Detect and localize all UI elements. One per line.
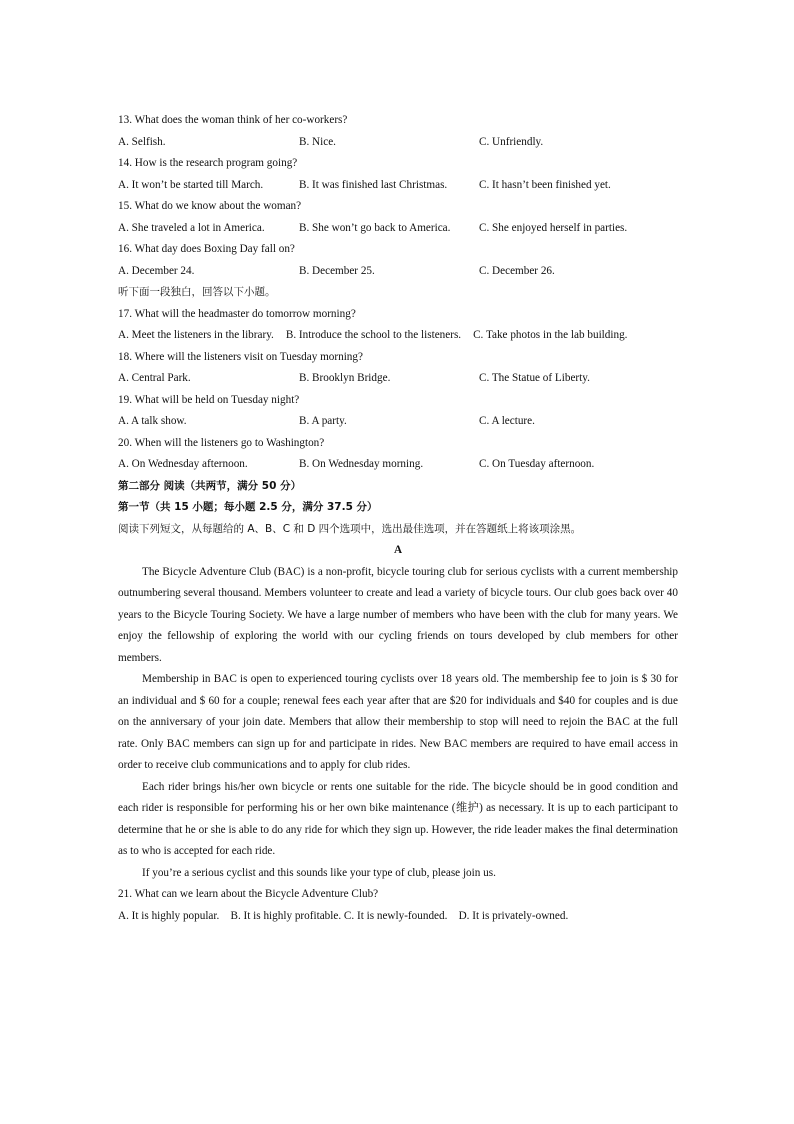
option-a: A. She traveled a lot in America. <box>118 221 265 234</box>
option-b: B. It is highly profitable. <box>230 909 342 922</box>
passage-paragraph: The Bicycle Adventure Club (BAC) is a non-profit, bicycle touring club for serious cyclists with a current membership outnumbering several thousand. Members volunteer to create and lead a variety of bicycle tours. Our club goes back over 40 years to the Bicycle Touring Society. We have a large number of members who have been with the club for many years. We enjoy the fellowship of exploring the world with our cycling friends on tours developed by club members for other members. <box>118 565 678 664</box>
option-c: C. On Tuesday afternoon. <box>479 458 595 470</box>
option-b: B. A party. <box>299 415 347 427</box>
question-options <box>118 218 678 240</box>
option-c: C. Unfriendly. <box>479 135 544 148</box>
question-options <box>118 175 678 197</box>
question-stem: 19. What will be held on Tuesday night? <box>118 393 300 406</box>
reading-instruction: 阅读下列短文，从每题给的 A、B、C 和 D 四个选项中，选出最佳选项，并在答题纸上将该项涂黑。 <box>118 522 582 535</box>
question-options <box>118 906 678 928</box>
question-stem: 18. Where will the listeners visit on Tuesday morning? <box>118 350 363 363</box>
question-options <box>118 325 678 347</box>
question-options <box>118 411 678 433</box>
part-heading: 第二部分 阅读（共两节，满分 50 分） <box>118 479 302 492</box>
question-options <box>118 454 678 476</box>
option-b: B. Introduce the school to the listeners. <box>285 329 462 341</box>
question-options <box>118 261 678 283</box>
passage-paragraph: Each rider brings his/her own bicycle or rents one suitable for the ride. The bicycle should be in good condition and each rider is responsible for performing his or her own bike maintenance (维护) as necessary. It is up to each participant to determine that he or she is able to do any ride for which they sign up. However, the ride leader makes the final determination as to who is accepted for each ride. <box>118 780 678 857</box>
option-a: A. Central Park. <box>118 372 191 384</box>
option-b: B. On Wednesday morning. <box>299 458 424 470</box>
question-stem: 21. What can we learn about the Bicycle Adventure Club? <box>118 888 379 900</box>
question-stem: 13. What does the woman think of her co-workers? <box>118 114 348 126</box>
option-c: C. The Statue of Liberty. <box>479 372 590 384</box>
option-c: C. Take photos in the lab building. <box>473 329 628 341</box>
option-a: A. Selfish. <box>118 135 166 148</box>
question-options <box>118 368 678 390</box>
option-c: C. It hasn’t been finished yet. <box>479 178 611 191</box>
exam-page <box>118 110 678 927</box>
option-d: D. It is privately-owned. <box>458 909 569 922</box>
option-a: A. On Wednesday afternoon. <box>118 458 248 470</box>
passage-label: A <box>393 544 403 556</box>
passage-paragraph: If you’re a serious cyclist and this sounds like your type of club, please join us. <box>142 866 496 879</box>
monologue-instruction: 听下面一段独白，回答以下小题。 <box>118 286 276 298</box>
option-a: A. Meet the listeners in the library. <box>118 329 274 341</box>
passage-paragraph: Membership in BAC is open to experienced touring cyclists over 18 years old. The membership fee to join is $ 30 for an individual and $ 60 for a couple; renewal fees each year after that are $20 for individuals and $40 for couples and is due on the anniversary of your join date. Members that allow their membership to stop will need to rejoin the BAC at the full rate. Only BAC members can sign up for and participate in rides. New BAC members are required to have email access in order to receive club communications and to apply for club rides. <box>118 673 678 771</box>
option-a: A. It won’t be started till March. <box>118 178 264 191</box>
option-a: A. December 24. <box>118 264 195 277</box>
question-options <box>118 132 678 154</box>
option-b: B. December 25. <box>299 264 375 277</box>
option-b: B. It was finished last Christmas. <box>299 178 448 191</box>
option-c: C. December 26. <box>479 264 555 277</box>
question-stem: 16. What day does Boxing Day fall on? <box>118 243 295 255</box>
option-b: B. Brooklyn Bridge. <box>299 372 391 384</box>
option-a: A. A talk show. <box>118 415 187 427</box>
question-stem: 17. What will the headmaster do tomorrow morning? <box>118 307 356 320</box>
option-c: C. A lecture. <box>479 415 535 427</box>
question-stem: 14. How is the research program going? <box>118 157 298 169</box>
option-c: C. It is newly-founded. <box>343 909 448 922</box>
option-a: A. It is highly popular. <box>118 909 220 922</box>
option-c: C. She enjoyed herself in parties. <box>479 221 628 234</box>
question-stem: 20. When will the listeners go to Washington? <box>118 436 325 449</box>
section-heading: 第一节（共 15 小题；每小题 2.5 分，满分 37.5 分） <box>118 501 378 513</box>
question-stem: 15. What do we know about the woman? <box>118 200 302 212</box>
option-b: B. Nice. <box>299 135 336 148</box>
option-b: B. She won’t go back to America. <box>299 221 451 234</box>
